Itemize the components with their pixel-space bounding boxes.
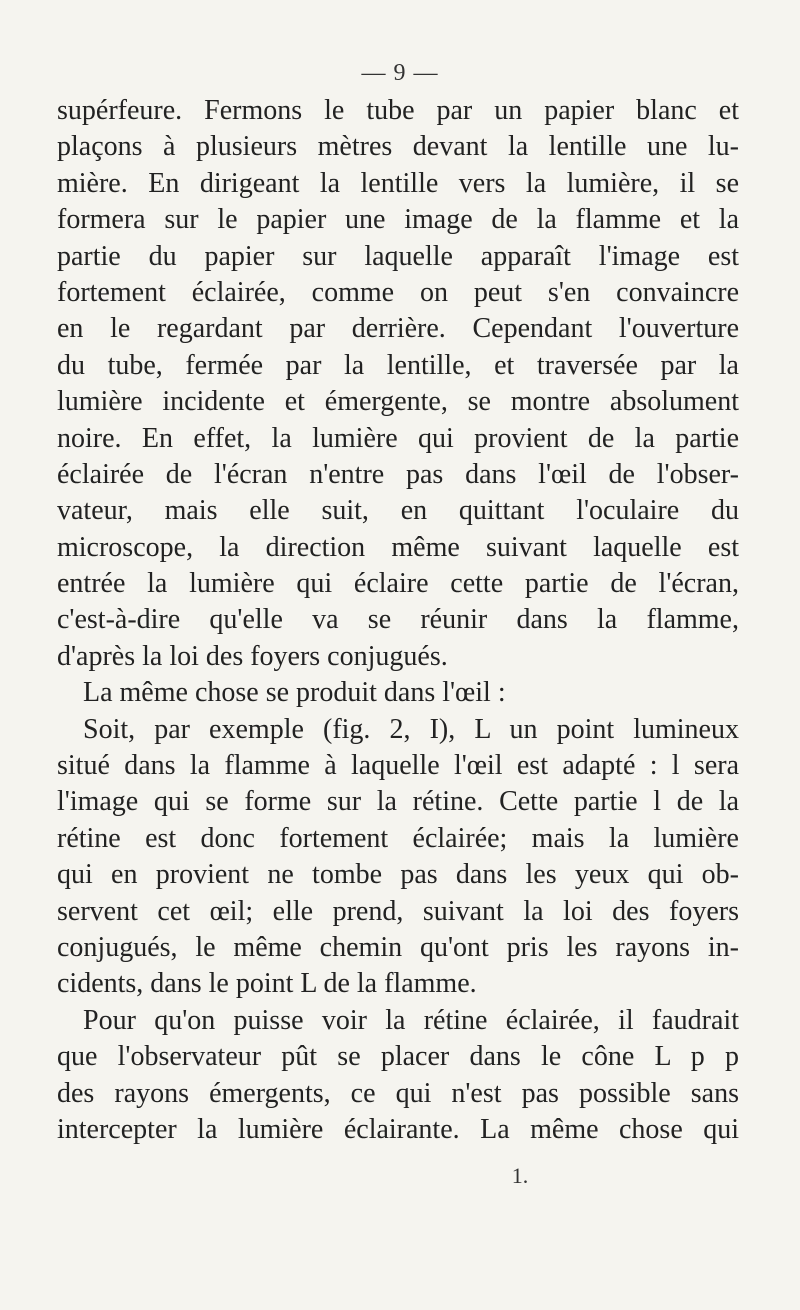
text-line: c'est-à-dire qu'elle va se réunir dans la flamme, [57,604,739,636]
text-line: rétine est donc fortement éclairée; mais la lumière [57,822,739,854]
text-line: en le regardant par derrière. Cependant l'ouverture [57,313,739,345]
text-line: La même chose se produit dans l'œil : [83,677,506,709]
text-line: d'après la loi des foyers conjugués. [57,640,448,672]
text-line: mière. En dirigeant la lentille vers la lumière, il se [57,167,739,199]
text-line: servent cet œil; elle prend, suivant la loi des foyers [57,895,739,927]
text-line: fortement éclairée, comme on peut s'en convaincre [57,276,739,308]
text-line: conjugués, le même chemin qu'ont pris les rayons in- [57,931,739,963]
signature-mark: 1. [511,1163,529,1188]
text-line: Soit, par exemple (fig. 2, I), L un point lumineux [83,713,739,745]
text-line: que l'observateur pût se placer dans le cône L p p [57,1041,739,1073]
text-line: vateur, mais elle suit, en quittant l'oculaire du [57,495,739,527]
text-line: partie du papier sur laquelle apparaît l'image est [57,240,739,272]
text-line: qui en provient ne tombe pas dans les yeux qui ob- [57,859,739,891]
text-line: formera sur le papier une image de la flamme et la [57,204,739,236]
page-number: — 9 — [361,60,439,86]
text-line: du tube, fermée par la lentille, et traversée par la [57,349,739,381]
text-line: des rayons émergents, ce qui n'est pas possible sans [57,1077,739,1109]
text-line: entrée la lumière qui éclaire cette partie de l'écran, [57,568,739,600]
text-line: situé dans la flamme à laquelle l'œil est adapté : l sera [57,750,739,782]
text-line: plaçons à plusieurs mètres devant la lentille une lu- [57,131,739,163]
text-line: lumière incidente et émergente, se montre absolument [57,386,739,418]
body-text [57,93,739,1148]
text-line: cidents, dans le point L de la flamme. [57,968,477,1000]
text-line: éclairée de l'écran n'entre pas dans l'œil de l'obser- [57,458,739,490]
text-line: noire. En effet, la lumière qui provient de la partie [57,422,739,454]
text-line: supérfeure. Fermons le tube par un papier blanc et [57,95,739,126]
text-line: intercepter la lumière éclairante. La même chose qui [57,1113,739,1145]
text-line: microscope, la direction même suivant laquelle est [57,531,739,563]
text-line: l'image qui se forme sur la rétine. Cette partie l de la [57,786,739,818]
text-line: Pour qu'on puisse voir la rétine éclairée, il faudrait [83,1004,739,1036]
